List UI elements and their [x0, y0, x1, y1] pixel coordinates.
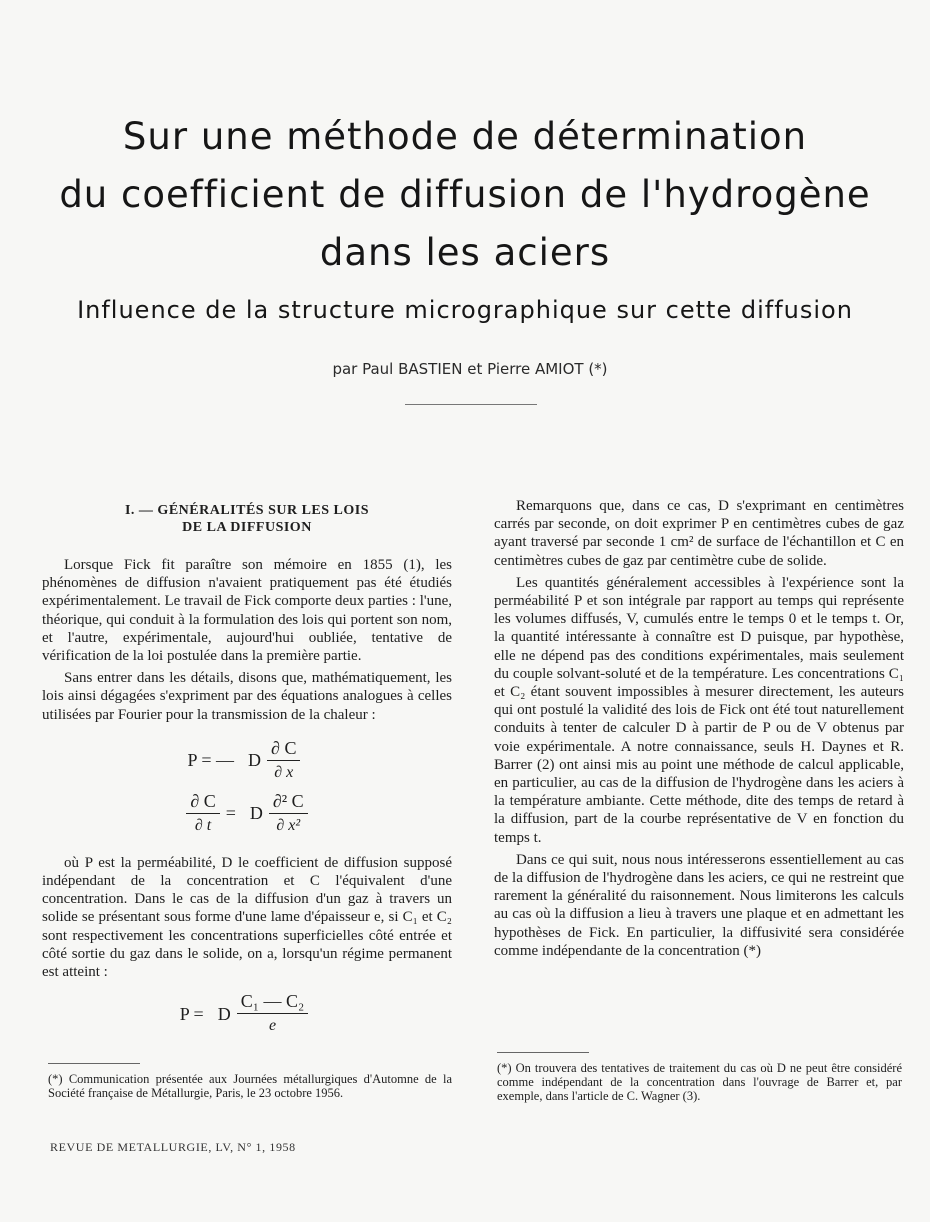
- fraction-numerator: ∂² C: [269, 791, 308, 814]
- footnote-left: [48, 1063, 452, 1100]
- footnote-text: (*) Communication présentée aux Journées métallurgiques d'Automne de la Société française de Métallurgie, Paris, le 23 octobre 1956.: [48, 1072, 452, 1100]
- title-divider: [405, 404, 537, 405]
- fraction-numerator: ∂ C: [186, 791, 219, 814]
- paragraph: Dans ce qui suit, nous nous intéresserons essentiellement au cas de la diffusion de l'hydrogène dans les aciers, ce qui ne restreint que rarement la généralité du raisonnement. Nous limiterons les calculs au cas où la diffusion a lieu à travers une plaque et en admettant les hypothèses de Fick. En particulier, la diffusivité sera considérée comme indépendante de la concentration (*): [494, 851, 904, 959]
- article-title: [0, 108, 930, 282]
- equation-fick-first-law: [42, 738, 452, 783]
- journal-reference: REVUE DE METALLURGIE, LV, N° 1, 1958: [50, 1140, 296, 1154]
- left-column: [42, 502, 452, 1044]
- fraction-denominator: ∂ x²: [276, 816, 301, 834]
- equation-equals: =: [225, 803, 236, 824]
- equation-coefficient: D: [248, 750, 262, 771]
- paragraph: où P est la perméabilité, D le coefficient de diffusion supposé indépendant de la concentration et C l'équivalent d'une concentration. Dans le cas de la diffusion d'un gaz à travers un solide se présentant sous forme d'une lame d'épaisseur e, si C₁ et C₂ sont respectivement les concentrations superficielles côté entrée et côté sortie du gaz dans le solide, on a, lorsqu'un régime permanent est atteint :: [42, 854, 452, 981]
- section-heading-line-2: DE LA DIFFUSION: [182, 520, 312, 535]
- title-line-1: Sur une méthode de détermination: [122, 115, 808, 158]
- article-subtitle: Influence de la structure micrographique sur cette diffusion: [77, 296, 853, 324]
- title-line-2: du coefficient de diffusion de l'hydrogène: [59, 173, 871, 216]
- equation-lhs: P = —: [187, 750, 235, 771]
- authors-line: par Paul BASTIEN et Pierre AMIOT (*): [332, 360, 608, 378]
- footnote-right: [497, 1052, 902, 1103]
- footnote-divider: [497, 1052, 589, 1053]
- equation-permeability: [42, 991, 452, 1036]
- paragraph: Lorsque Fick fit paraître son mémoire en 1855 (1), les phénomènes de diffusion n'avaient pratiquement pas été étudiés expérimentalement. Le travail de Fick comporte deux parties : l'une, théorique, qui conduit à la formulation des lois qui portent son nom, et l'autre, expérimentale, aujourd'hui oubliée, tentative de vérification de la loi postulée dans la première partie.: [42, 557, 452, 665]
- title-line-3: dans les aciers: [319, 231, 611, 274]
- paragraph: Les quantités généralement accessibles à l'expérience sont la perméabilité P et son intégrale par rapport au temps qui représente les volumes diffusés, V, cumulés entre le temps 0 et le temps t. Or, la quantité intéressante à connaître est D puisque, par hypothèse, elle ne dépend pas des conditions expérimentales, mais seulement du couple solvant-soluté et de la température. Les concentrations C₁ et C₂ étant souvent impossibles à mesurer directement, les auteurs qui ont postulé la validité des lois de Fick ont été tout naturellement conduits à tenter de calculer D à partir de P ou de V obtenus par voie expérimentale. A notre connaissance, seuls H. Daynes et R. Barrer (2) ont ainsi mis au point une méthode de calcul applicable, en particulier, au cas de la diffusion de l'hydrogène dans les aciers à la température ambiante. Cette méthode, dite des temps de retard à la diffusion, part de la courbe représentative de V en fonction du temps t.: [494, 574, 904, 846]
- section-heading: [42, 502, 452, 536]
- fraction-numerator: ∂ C: [267, 738, 300, 761]
- footnote-divider: [48, 1063, 140, 1064]
- paragraph: Sans entrer dans les détails, disons que, mathématiquement, les lois ainsi dégagées s'expriment par des équations analogues à celles utilisées par Fourier pour la transmission de la chaleur :: [42, 670, 452, 723]
- footnote-text: (*) On trouvera des tentatives de traitement du cas où D ne peut être considéré comme indépendant de la concentration dans l'ouvrage de Barrer et, par exemple, dans l'article de C. Wagner (3).: [497, 1061, 902, 1103]
- fraction-numerator: C₁ — C₂: [237, 991, 309, 1014]
- equation-fraction-lhs: [186, 791, 219, 836]
- paragraph: Remarquons que, dans ce cas, D s'exprimant en centimètres carrés par seconde, on doit exprimer P en centimètres cubes de gaz ayant traversé par seconde 1 cm² de surface de l'échantillon et C en centimètres cubes de gaz par centimètre cube de solide.: [494, 498, 904, 569]
- fraction-denominator: ∂ x: [274, 763, 294, 781]
- equation-fraction: [237, 991, 309, 1036]
- equation-fraction: [267, 738, 300, 783]
- fraction-denominator: ∂ t: [194, 816, 212, 834]
- right-column: [494, 497, 904, 960]
- equation-coefficient: D: [249, 803, 263, 824]
- equation-lhs: P =: [179, 1003, 204, 1024]
- equation-fraction: [269, 791, 308, 836]
- equation-coefficient: D: [217, 1003, 231, 1024]
- fraction-denominator: e: [268, 1017, 277, 1035]
- section-heading-line-1: I. — GÉNÉRALITÉS SUR LES LOIS: [124, 503, 370, 518]
- equation-fick-second-law: [42, 791, 452, 836]
